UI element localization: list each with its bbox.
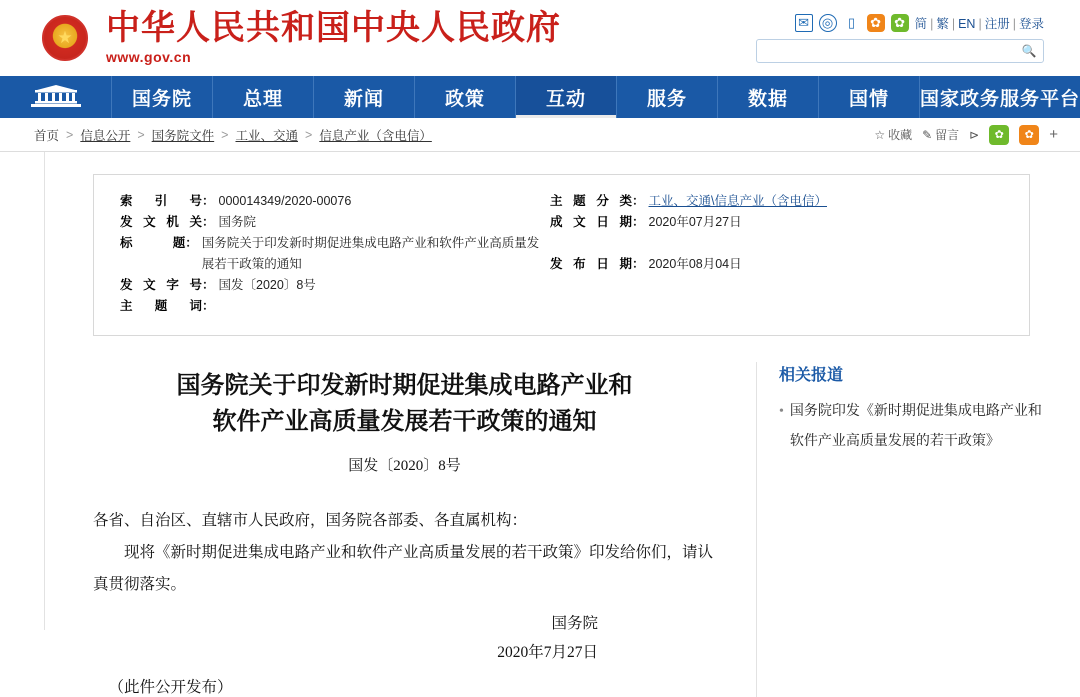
article-title-line2: 软件产业高质量发展若干政策的通知 (212, 409, 597, 435)
meta-label-category: 主题分类 (550, 194, 632, 208)
breadcrumb-actions (874, 125, 1058, 145)
nav-item-zongli[interactable]: 总理 (213, 76, 314, 118)
list-item[interactable] (779, 397, 1052, 457)
meta-row: 发文机关 ： 国务院 (120, 212, 550, 233)
search-icon[interactable]: 🔍 (1021, 43, 1037, 58)
breadcrumb (0, 118, 1080, 152)
message-button[interactable] (922, 126, 959, 143)
breadcrumb-arrow: > (66, 127, 74, 142)
nav-item-shuju[interactable]: 数据 (718, 76, 819, 118)
meta-row: 主 题 词 ： (120, 296, 550, 317)
meta-row-spacer (550, 233, 1003, 254)
content-column (45, 152, 1080, 696)
meta-label-pubdate: 发布日期 (550, 257, 632, 271)
meta-column-left (120, 191, 550, 317)
share-button[interactable] (969, 128, 979, 142)
meta-row: 成文日期 ： 2020年07月27日 (550, 212, 1003, 233)
header-links: 简 | 繁 | EN | 注册 | 登录 (914, 16, 1044, 31)
site-url: www.gov.cn (106, 49, 192, 66)
site-header (0, 0, 1080, 76)
breadcrumb-item-info-industry[interactable]: 信息产业（含电信） (319, 128, 432, 143)
meta-value-issuer: 国务院 (218, 215, 257, 229)
related-reports-panel (757, 362, 1080, 697)
related-report-link[interactable]: 国务院印发《新时期促进集成电路产业和软件产业高质量发展的若干政策》 (789, 404, 1042, 449)
article-signature (93, 609, 716, 667)
meta-row: 标 题 ： 国务院关于印发新时期促进集成电路产业和软件产业高质量发展若干政策的通知 (120, 233, 550, 275)
app-orange-icon[interactable]: ✿ (867, 14, 885, 32)
meta-value-docnum: 国发〔2020〕8号 (218, 278, 316, 292)
lang-traditional-link[interactable]: 繁 (936, 16, 949, 31)
meta-value-title: 国务院关于印发新时期促进集成电路产业和软件产业高质量发展若干政策的通知 (201, 236, 540, 271)
bullet-icon: • (779, 404, 784, 419)
meta-row: 发布日期 ： 2020年08月04日 (550, 254, 1003, 275)
meta-label-keywords: 主 题 词 (120, 299, 202, 313)
document-meta-box (93, 174, 1030, 336)
page-body (0, 152, 1080, 696)
national-emblem-icon (42, 15, 88, 61)
star-icon: ☆ (874, 127, 886, 142)
meta-label-docnum: 发文字号 (120, 278, 202, 292)
favorite-label: 收藏 (888, 128, 913, 142)
search-input[interactable] (763, 43, 1021, 59)
plus-icon[interactable]: + (1049, 126, 1058, 143)
meta-value-writedate: 2020年07月27日 (648, 215, 742, 229)
meta-row: 发文字号 ： 国发〔2020〕8号 (120, 275, 550, 296)
nav-item-xinwen[interactable]: 新闻 (314, 76, 415, 118)
pencil-icon: ✎ (922, 127, 933, 142)
message-label: 留言 (935, 128, 960, 142)
mobile-icon[interactable]: ▯ (847, 15, 856, 30)
meta-row: 索 引 号 ： 000014349/2020-00076 (120, 191, 550, 212)
mail-icon[interactable]: ✉ (795, 14, 813, 32)
header-right (756, 14, 1058, 63)
favorite-button[interactable] (874, 126, 912, 143)
header-icon-row (795, 14, 1044, 32)
article-body (93, 505, 716, 601)
article-area (45, 362, 1080, 697)
lang-en-link[interactable]: EN (958, 16, 976, 31)
register-link[interactable]: 注册 (984, 16, 1010, 31)
search-box[interactable] (756, 39, 1044, 63)
related-reports-title: 相关报道 (779, 367, 844, 384)
nav-item-fuwu[interactable]: 服务 (617, 76, 718, 118)
signature-org: 国务院 (551, 615, 598, 632)
lang-simplified-link[interactable]: 简 (914, 16, 928, 31)
meta-label-writedate: 成文日期 (550, 215, 632, 229)
wechat-green-icon[interactable]: ✿ (891, 14, 909, 32)
meta-value-category[interactable] (649, 191, 827, 212)
meta-label-index: 索 引 号 (120, 194, 202, 208)
site-title: 中华人民共和国中央人民政府 (106, 9, 561, 47)
article-doc-number: 国发〔2020〕8号 (348, 458, 461, 474)
share-icon: ⊳ (969, 127, 980, 142)
meta-category-link[interactable]: 工业、交通\信息产业（含电信） (648, 194, 827, 208)
meta-label-title: 标 题 (120, 236, 186, 250)
meta-column-right (550, 191, 1003, 317)
article-title-line1: 国务院关于印发新时期促进集成电路产业和 (176, 373, 633, 399)
nav-item-guowuyuan[interactable]: 国务院 (112, 76, 213, 118)
signature-date: 2020年7月27日 (497, 644, 598, 661)
breadcrumb-arrow: > (137, 127, 145, 142)
weibo-icon[interactable]: ◎ (819, 14, 837, 32)
nav-home-icon[interactable] (0, 76, 112, 118)
breadcrumb-item-home[interactable]: 首页 (34, 128, 60, 143)
article-paragraph-2: 现将《新时期促进集成电路产业和软件产业高质量发展的若干政策》印发给你们，请认真贯彻落实。 (93, 544, 714, 593)
breadcrumb-item-industry-transport[interactable]: 工业、交通 (235, 128, 298, 143)
left-gutter (0, 152, 45, 630)
breadcrumb-item-info-disclosure[interactable]: 信息公开 (80, 128, 131, 143)
breadcrumb-arrow: > (221, 127, 229, 142)
nav-item-guoqing[interactable]: 国情 (819, 76, 920, 118)
meta-value-pubdate: 2020年08月04日 (648, 257, 742, 271)
nav-item-zhengwu-platform[interactable]: 国家政务服务平台 (920, 88, 1080, 110)
nav-item-hudong[interactable]: 互动 (516, 76, 617, 118)
login-link[interactable]: 登录 (1018, 16, 1044, 31)
breadcrumb-item-council-docs[interactable]: 国务院文件 (151, 128, 215, 143)
main-nav (0, 76, 1080, 118)
nav-item-zhengce[interactable]: 政策 (415, 76, 516, 118)
publish-note: （此件公开发布） (108, 679, 233, 696)
breadcrumb-arrow: > (305, 127, 313, 142)
site-branding[interactable] (106, 11, 561, 66)
wechat-icon[interactable]: ✿ (989, 125, 1009, 145)
article (45, 362, 757, 697)
meta-label-issuer: 发文机关 (120, 215, 202, 229)
article-paragraph-1: 各省、自治区、直辖市人民政府，国务院各部委、各直属机构： (93, 512, 528, 529)
weibo-icon[interactable]: ✿ (1019, 125, 1039, 145)
meta-row: 主题分类 ： 工业、交通\信息产业（含电信） (550, 191, 1003, 212)
page-title (93, 368, 716, 440)
gov-building-icon (27, 84, 85, 110)
meta-value-index: 000014349/2020-00076 (218, 194, 352, 208)
